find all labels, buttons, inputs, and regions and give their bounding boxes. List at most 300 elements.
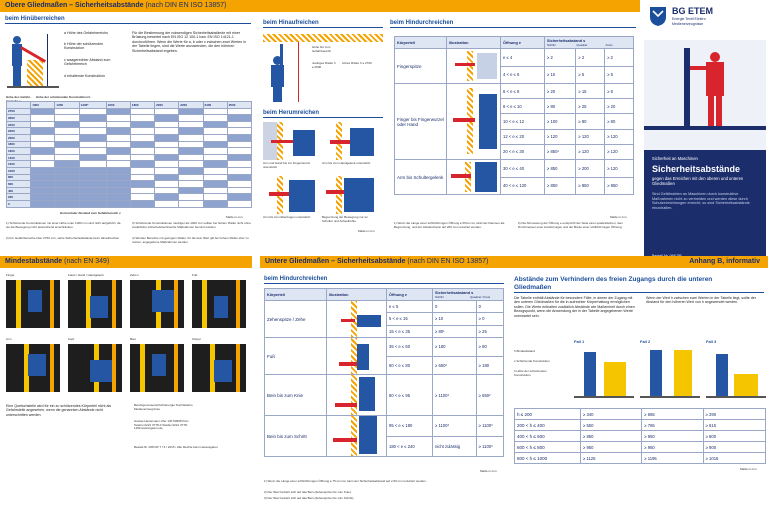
header-lower-limbs <box>260 256 768 268</box>
grid-cell <box>179 134 203 141</box>
grid-cell <box>227 200 251 207</box>
grid-cell <box>31 121 55 128</box>
grid-cell <box>179 141 203 148</box>
grid-cell <box>130 108 154 115</box>
annex-s2-cell: ≥ 1195 <box>642 453 703 464</box>
grid-cell <box>227 161 251 168</box>
grid-cell <box>179 161 203 168</box>
grid-cell <box>31 181 55 188</box>
opening-cell: e ≤ 5 <box>387 301 433 313</box>
grid-cell <box>106 174 130 181</box>
square-cell: ≥ 25 <box>576 99 605 114</box>
annex-legend-1: h Bindeabstand <box>514 349 535 353</box>
annex-s3-cell: ≥ 290 <box>703 409 765 420</box>
reach-through-note-1: 1) Wenn die Länge einer schlitzförmigen Öffnung ≤ 65mm ist, wirkt der Daumen als Begrenzung, und der Abstand kann auf 200 mm reduziert werden. <box>394 221 505 229</box>
col-head: 2400 <box>203 102 227 109</box>
grid-cell <box>79 187 106 194</box>
slot-cell: ≥ 80¹ <box>433 325 477 337</box>
label-high-risk: hohes Risiko h ≥ 2700 <box>342 61 372 65</box>
grid-cell <box>106 154 130 161</box>
annex-s2-cell: ≥ 665 <box>642 409 703 420</box>
row-head: 400 <box>7 187 31 194</box>
mindest-title: Mindestabstände <box>5 258 63 265</box>
legend-a: a Höhe des Gefahrbereichs <box>64 31 108 35</box>
opening-cell: 180 < e ≤ 240 <box>387 436 433 457</box>
slot-cell: ≥ 80 <box>545 99 576 114</box>
grid-cell <box>55 128 79 135</box>
grid-cell <box>227 115 251 122</box>
grid-cell <box>106 128 130 135</box>
round-cell: ≥ 20 <box>605 99 634 114</box>
row-head: 2400 <box>7 121 31 128</box>
note-3: 3) Schützende Konstruktionen niedriger als 1400 mm sollten bei hohem Risiko nicht ohne zusätzliche sicherheitstechnische Maßnahmen benutzt werden. <box>132 221 251 229</box>
grid-cell <box>179 121 203 128</box>
other-cell: ≥ 650² <box>476 375 503 416</box>
reach-through-note-2: 2) Die Abmessung der Öffnung e entspricht der Seite einer quadratischen, dem Durchmesser einer kreisförmigen und der Breite einer schlitzförmigen Öffnung. <box>518 221 624 229</box>
caption-2: Arm bis zum Handgelenk unterstützt <box>322 161 371 165</box>
grid-cell <box>130 167 154 174</box>
grid-cell <box>203 181 227 188</box>
header-body: Körperteil <box>265 289 327 301</box>
grid-cell <box>179 154 203 161</box>
col-head-a: Höhe des Gefahr- <box>6 95 32 99</box>
annex-heading: Abstände zum Verhindern des freien Zugangs durch die unteren Gliedmaßen <box>514 276 713 291</box>
grid-cell <box>31 115 55 122</box>
opening-cell: 95 < e ≤ 180 <box>387 416 433 437</box>
label-height: Höhe bis zum Gefahrbereich <box>312 45 332 53</box>
grid-cell <box>155 154 179 161</box>
grid-cell <box>106 141 130 148</box>
reach-around-fig-2 <box>322 122 377 160</box>
min-distance-figure <box>192 274 250 334</box>
grid-cell <box>203 121 227 128</box>
other-cell: ≥ 80 <box>476 338 503 357</box>
min-distance-label: Fuß <box>192 273 198 277</box>
reach-around-fig-3 <box>263 176 318 214</box>
grid-cell <box>155 174 179 181</box>
group-label: Bein bis zum Schritt <box>265 416 327 457</box>
grid-cell <box>179 187 203 194</box>
min-distance-label: Arm <box>6 337 12 341</box>
other-cell: ≥ 0 <box>476 313 503 325</box>
logo-sub-1: Energie Textil Elektro <box>672 17 706 21</box>
grid-cell <box>203 167 227 174</box>
square-cell: ≥ 15 <box>576 84 605 99</box>
grid-cell <box>227 148 251 155</box>
col-head: 1200 <box>55 102 79 109</box>
opening-cell: 5 < e ≤ 15 <box>387 313 433 325</box>
logo <box>648 2 766 38</box>
grid-cell <box>227 187 251 194</box>
annex-legend-3: h Höhe der schützenden Konstruktion <box>514 369 547 377</box>
square-cell: ≥ 120 <box>576 129 605 144</box>
round-cell: ≥ 2 <box>605 49 634 67</box>
grid-cell <box>31 141 55 148</box>
grid-cell <box>203 115 227 122</box>
row-head: 800 <box>7 174 31 181</box>
annex-table <box>514 408 766 464</box>
row-head: 200 <box>7 194 31 201</box>
slot-cell: nicht zulässig <box>433 436 477 457</box>
grid-cell <box>155 167 179 174</box>
grid-cell <box>130 194 154 201</box>
grid-cell <box>179 194 203 201</box>
square-cell: ≥ 850 <box>576 177 605 195</box>
opening-cell: 6 < e ≤ 8 <box>501 84 545 99</box>
opening-cell: 40 < e ≤ 120 <box>501 177 545 195</box>
promo-title: Sicherheitsabstände <box>652 164 741 174</box>
reach-through-table <box>394 36 634 195</box>
grid-cell <box>203 141 227 148</box>
foot-illustration <box>327 338 387 375</box>
grid-cell <box>106 181 130 188</box>
grid-cell <box>106 194 130 201</box>
lower-note-1: 1) Wenn die Länge einer schlitzförmigen Öffnung ≤ 75 mm ist, kann der Sicherheitsabstand auf ≥ 50 mm reduziert werden. <box>264 479 427 483</box>
grid-cell <box>203 194 227 201</box>
arm-illustration <box>447 160 501 195</box>
section-hindurchreichen: beim Hindurchreichen <box>390 20 636 28</box>
slot-cell: ≥ 10 <box>545 66 576 84</box>
group-label: Bein bis zum Knie <box>265 375 327 416</box>
grid-cell <box>203 174 227 181</box>
reach-around-fig-1 <box>263 122 318 160</box>
caption-3: Arm bis zum Ellenbogen unterstützt <box>263 215 311 219</box>
grid-cell <box>31 148 55 155</box>
reach-around-fig-4 <box>322 176 377 214</box>
grid-cell <box>227 167 251 174</box>
grid-cell <box>55 187 79 194</box>
opening-cell: 8 < e ≤ 10 <box>501 99 545 114</box>
lower-units: Maße in mm <box>480 469 497 473</box>
grid-cell <box>31 174 55 181</box>
grid-cell <box>106 115 130 122</box>
grid-cell <box>130 174 154 181</box>
note-1: 1) Schützende Konstruktionen mit einer Höhe unter 1000 mm sind nicht aufgeführt, da sie die Bewegung nicht ausreichend einschränken. <box>6 221 121 229</box>
slot-cell: ≥ 850 <box>545 160 576 178</box>
note-4: 4) Werden Bereiche mit geringem Risiko, für die kein Wert gilt bei hohem Risiko eher zu nutzen, angegebene Maßnahmen werden. <box>132 236 249 244</box>
case-3 <box>706 340 766 400</box>
annex-units: Maße in mm <box>740 467 757 471</box>
grid-cell <box>227 128 251 135</box>
round-cell: ≥ 120 <box>605 160 634 178</box>
row-head: 0 <box>7 200 31 207</box>
lower-norm: (nach DIN EN ISO 13857) <box>407 258 489 265</box>
mindest-norm: (nach EN 349) <box>64 258 110 265</box>
grid-cell <box>179 128 203 135</box>
grid-cell <box>55 141 79 148</box>
header-illustration: Illustration <box>327 289 387 301</box>
header-upper-limbs <box>0 0 640 12</box>
grid-cell <box>227 154 251 161</box>
slot-cell: ≥ 850¹ <box>545 144 576 159</box>
grid-cell <box>55 194 79 201</box>
lower-note-2: 2) Der Wert bezieht sich auf das Bein (Zehenspitze bis zum Knie). <box>264 490 352 494</box>
grid-cell <box>155 115 179 122</box>
cover-figure <box>644 40 766 150</box>
grid-cell <box>227 141 251 148</box>
opening-cell: 80 < e ≤ 95 <box>387 375 433 416</box>
grid-cell <box>155 187 179 194</box>
lower-note-3: 3) Der Wert bezieht sich auf das Bein (Zehenspitze bis zum Schritt). <box>264 496 355 500</box>
row-head: 1400 <box>7 154 31 161</box>
case-1 <box>574 340 634 400</box>
grid-cell <box>55 167 79 174</box>
logo-sub-2: Medienerzeugnisse <box>672 22 704 26</box>
square-cell: ≥ 5 <box>576 66 605 84</box>
annex-s1-cell: ≥ 1125 <box>581 453 642 464</box>
grid-cell <box>179 115 203 122</box>
hinueberreichen-text: Für die Bestimmung der notwendigen Sicherheitsabstände mit einer Brüstung bewertet nach EN ISO 12 100-1 bzw. EN ISO 14121-1 durchzuführen. Wenn die Werte für a, b oder c zwischen zwei Werten in der Tabelle liegen, sind die Werte anzuwenden, die den höheren Sicherheitsabstand ergeben. <box>132 31 247 53</box>
header-slot: Schlitz <box>547 42 556 47</box>
slot-cell: ≥ 100 <box>545 114 576 129</box>
grid-cell <box>55 154 79 161</box>
case-1-label: Fall 1 <box>574 339 585 344</box>
grid-cell <box>130 115 154 122</box>
col-head: 1600 <box>106 102 130 109</box>
header-distance: Sicherheitsabstand s <box>435 290 474 295</box>
grid-cell <box>203 148 227 155</box>
grid-cell <box>55 121 79 128</box>
grid-cell <box>31 108 55 115</box>
grid-cell <box>79 181 106 188</box>
grid-cell <box>31 154 55 161</box>
other-cell: ≥ 1100³ <box>476 436 503 457</box>
grid-cell <box>106 134 130 141</box>
row-head: 1600 <box>7 148 31 155</box>
min-distance-label: Körper <box>192 337 202 341</box>
slot-cell: ≥ 180 <box>433 338 477 357</box>
min-distance-label: Faust / Hand / Handgelenk <box>68 273 104 277</box>
slot-cell: ≥ 1100³ <box>433 375 477 416</box>
knee-illustration <box>327 375 387 416</box>
round-cell: ≥ 850 <box>605 177 634 195</box>
hand-illustration <box>447 84 501 160</box>
reach-over-units: Maße in mm <box>226 215 243 219</box>
grid-cell <box>79 167 106 174</box>
min-distance-figure <box>192 338 250 398</box>
min-distance-figure <box>68 274 126 334</box>
annex-title: Anhang B, informativ <box>689 258 760 265</box>
opening-cell: 30 < e ≤ 40 <box>501 160 545 178</box>
legend-b: b Höhe der schützenden Konstruktion <box>64 42 104 51</box>
annex-h-cell: 800 < h ≤ 1000 <box>515 453 581 464</box>
grid-cell <box>79 141 106 148</box>
grid-cell <box>227 134 251 141</box>
grid-cell <box>31 134 55 141</box>
grid-cell <box>106 200 130 207</box>
grid-cell <box>79 194 106 201</box>
grid-cell <box>179 108 203 115</box>
reach-over-illustration <box>7 30 59 88</box>
row-head: 2200 <box>7 128 31 135</box>
grid-cell <box>203 187 227 194</box>
grid-cell <box>130 154 154 161</box>
slot-cell: ≥ 10 <box>433 313 477 325</box>
lower-title: Untere Gliedmaßen – Sicherheitsabstände <box>265 258 406 265</box>
grid-cell <box>31 194 55 201</box>
grid-cell <box>106 148 130 155</box>
header-distance: Sicherheitsabstand s <box>547 38 586 43</box>
slot-cell: ≥ 650² <box>433 356 477 375</box>
finger-illustration <box>447 49 501 84</box>
min-distance-figure <box>6 274 64 334</box>
lower-limbs-table <box>264 288 504 457</box>
annex-s1-cell: ≥ 850 <box>581 431 642 442</box>
note-2: 2) Für Gefahrbereiche über 2700 mm, siehe Sicherheitsabstände beim Hinaufreichen. <box>6 236 121 240</box>
grid-cell <box>227 174 251 181</box>
row-head: 2000 <box>7 134 31 141</box>
group-label: Fingerspitze <box>395 49 447 84</box>
annex-h-cell: h ≤ 200 <box>515 409 581 420</box>
grid-cell <box>203 200 227 207</box>
logo-mark-icon <box>648 5 668 27</box>
header-body: Körperteil <box>395 37 447 49</box>
annex-s1-cell: ≥ 950 <box>581 442 642 453</box>
min-distance-figure <box>130 338 188 398</box>
annex-h-cell: 400 < h ≤ 600 <box>515 431 581 442</box>
grid-cell <box>31 187 55 194</box>
col-head: 2200 <box>179 102 203 109</box>
col-head: 1400* <box>79 102 106 109</box>
row-head: 1200 <box>7 161 31 168</box>
annex-s1-cell: ≥ 340 <box>581 409 642 420</box>
annex-s3-cell: ≥ 1015 <box>703 453 765 464</box>
min-distance-label: Finger <box>6 273 15 277</box>
grid-cell <box>130 200 154 207</box>
grid-cell <box>203 108 227 115</box>
grid-cell <box>179 174 203 181</box>
slot-cell: ≥ 120 <box>545 129 576 144</box>
header-norm: (nach DIN EN ISO 13857) <box>145 2 227 9</box>
case-3-label: Fall 3 <box>706 339 717 344</box>
opening-cell: 35 < e ≤ 60 <box>387 338 433 357</box>
grid-cell <box>55 108 79 115</box>
round-cell: ≥ 80 <box>605 114 634 129</box>
header-other: Quadrat / Kreis <box>470 294 491 299</box>
round-cell: ≥ 120 <box>605 129 634 144</box>
grid-cell <box>155 194 179 201</box>
annex-s2-cell: ≥ 765 <box>642 420 703 431</box>
col-head: 1800 <box>130 102 154 109</box>
annex-s3-cell: ≥ 800 <box>703 431 765 442</box>
min-distance-figure <box>6 338 64 398</box>
grid-cell <box>130 161 154 168</box>
slot-cell: ≥ 20 <box>545 84 576 99</box>
annex-s2-cell: ≥ 950 <box>642 431 703 442</box>
annex-s3-cell: ≥ 900 <box>703 442 765 453</box>
row-head: 1800 <box>7 141 31 148</box>
grid-cell <box>79 161 106 168</box>
label-low-risk: niedriges Risiko h ≥ 2500 <box>312 61 336 69</box>
header-round: Kreis <box>605 42 613 47</box>
grid-cell <box>130 121 154 128</box>
grid-cell <box>155 161 179 168</box>
leg-illustration <box>327 416 387 457</box>
slot-cell: ≥ 1100³ <box>433 416 477 437</box>
square-cell: ≥ 120 <box>576 144 605 159</box>
col-head: 2500 <box>227 102 251 109</box>
annex-h-cell: 600 < h ≤ 800 <box>515 442 581 453</box>
opening-cell: 20 < e ≤ 30 <box>501 144 545 159</box>
promo-text: Sind Gefährdeten an Maschinen durch konstruktive Maßnahmen nicht zu vermeiden und werden diese durch Schutzeinrichtungen erreicht, so sind Sicherheitsabstände einzuhalten. <box>652 192 750 210</box>
publisher-2: Gustav-Heinemann-Ufer 130 50968 Köln Telefon 0221 3778-0 Telefax 0221 3778-1199 www.bgetem.de <box>134 419 189 431</box>
min-distance-label: Bein <box>130 337 137 341</box>
grid-cell <box>130 128 154 135</box>
case-2 <box>640 340 700 400</box>
header-opening: Öffnung e <box>501 37 545 49</box>
publisher-1: Berufsgenossenschaft Energie Textil Elektro Medienerzeugnisse <box>134 403 193 411</box>
min-distance-label: Kopf <box>68 337 75 341</box>
header-square: Quadrat <box>576 42 588 47</box>
grid-cell <box>106 167 130 174</box>
header-mindestabstaende <box>0 256 252 268</box>
min-distance-figure <box>130 274 188 334</box>
col-head: 1000 <box>31 102 55 109</box>
header-opening: Öffnung e <box>387 289 433 301</box>
slot-cell: 0 <box>433 301 477 313</box>
reach-over-footer: Horizontaler Abstand zum Gefahrbereich c <box>60 211 121 215</box>
reach-around-units: Maße in mm <box>358 229 375 233</box>
mindest-text: Eine Quetschstelle wird für ein zu schützendes Körperteil nicht als Gefahrstelle angesehen, wenn die genannten Abstände nicht unterschritten werden. <box>6 404 112 417</box>
caption-1: Arm und Hand bis zur Fingerwurzel unterstützt <box>263 161 311 169</box>
case-2-label: Fall 2 <box>640 339 651 344</box>
grid-cell <box>55 174 79 181</box>
row-head: 1000 <box>7 167 31 174</box>
grid-cell <box>203 154 227 161</box>
grid-cell <box>31 200 55 207</box>
promo-panel <box>644 150 766 262</box>
grid-cell <box>155 141 179 148</box>
grid-cell <box>55 161 79 168</box>
legend-d: d erhaltende Konstruktion <box>64 74 105 78</box>
square-cell: ≥ 200 <box>576 160 605 178</box>
slot-cell: ≥ 2 <box>545 49 576 67</box>
annex-s3-cell: ≥ 615 <box>703 420 765 431</box>
grid-cell <box>155 128 179 135</box>
annex-legend-2: s Schützende Konstruktion <box>514 359 550 363</box>
promo-subtitle: gegen das Erreichen mit den oberen und unteren Gliedmaßen <box>652 176 744 186</box>
caption-4: Begrenzung der Bewegung nur an Schulter und Achselhöhle <box>322 215 368 223</box>
opening-cell: 12 < e ≤ 20 <box>501 129 545 144</box>
round-cell: ≥ 120 <box>605 144 634 159</box>
section-hinueberreichen: beim Hinüberreichen <box>5 16 251 24</box>
grid-cell <box>227 181 251 188</box>
annex-s1-cell: ≥ 550 <box>581 420 642 431</box>
grid-cell <box>55 148 79 155</box>
grid-cell <box>79 200 106 207</box>
grid-cell <box>31 161 55 168</box>
min-distance-label: Zehen <box>130 273 139 277</box>
grid-cell <box>155 121 179 128</box>
grid-cell <box>155 108 179 115</box>
annex-h-cell: 200 < h ≤ 400 <box>515 420 581 431</box>
grid-cell <box>155 148 179 155</box>
logo-name: BG ETEM <box>672 6 714 16</box>
other-cell: 0 <box>476 301 503 313</box>
grid-cell <box>130 181 154 188</box>
group-label: Zehenspitze / Zehe <box>265 301 327 338</box>
grid-cell <box>203 161 227 168</box>
group-label: Finger bis Fingerwurzel oder Hand <box>395 84 447 160</box>
legend-c: c waagerechter Abstand zum Gefahrbereich <box>64 58 111 67</box>
grid-cell <box>106 108 130 115</box>
col-head-b: Höhe der schützenden Konstruktion b <box>36 95 91 99</box>
annex-text-2: Wenn der Wert h zwischen zwei Werten in der Tabelle liegt, sollte der Abstand für den höheren Wert von h angewendet werden. <box>646 296 756 305</box>
square-cell: ≥ 80 <box>576 114 605 129</box>
min-distance-figure <box>68 338 126 398</box>
other-cell: ≥ 180 <box>476 356 503 375</box>
row-head: 600 <box>7 181 31 188</box>
